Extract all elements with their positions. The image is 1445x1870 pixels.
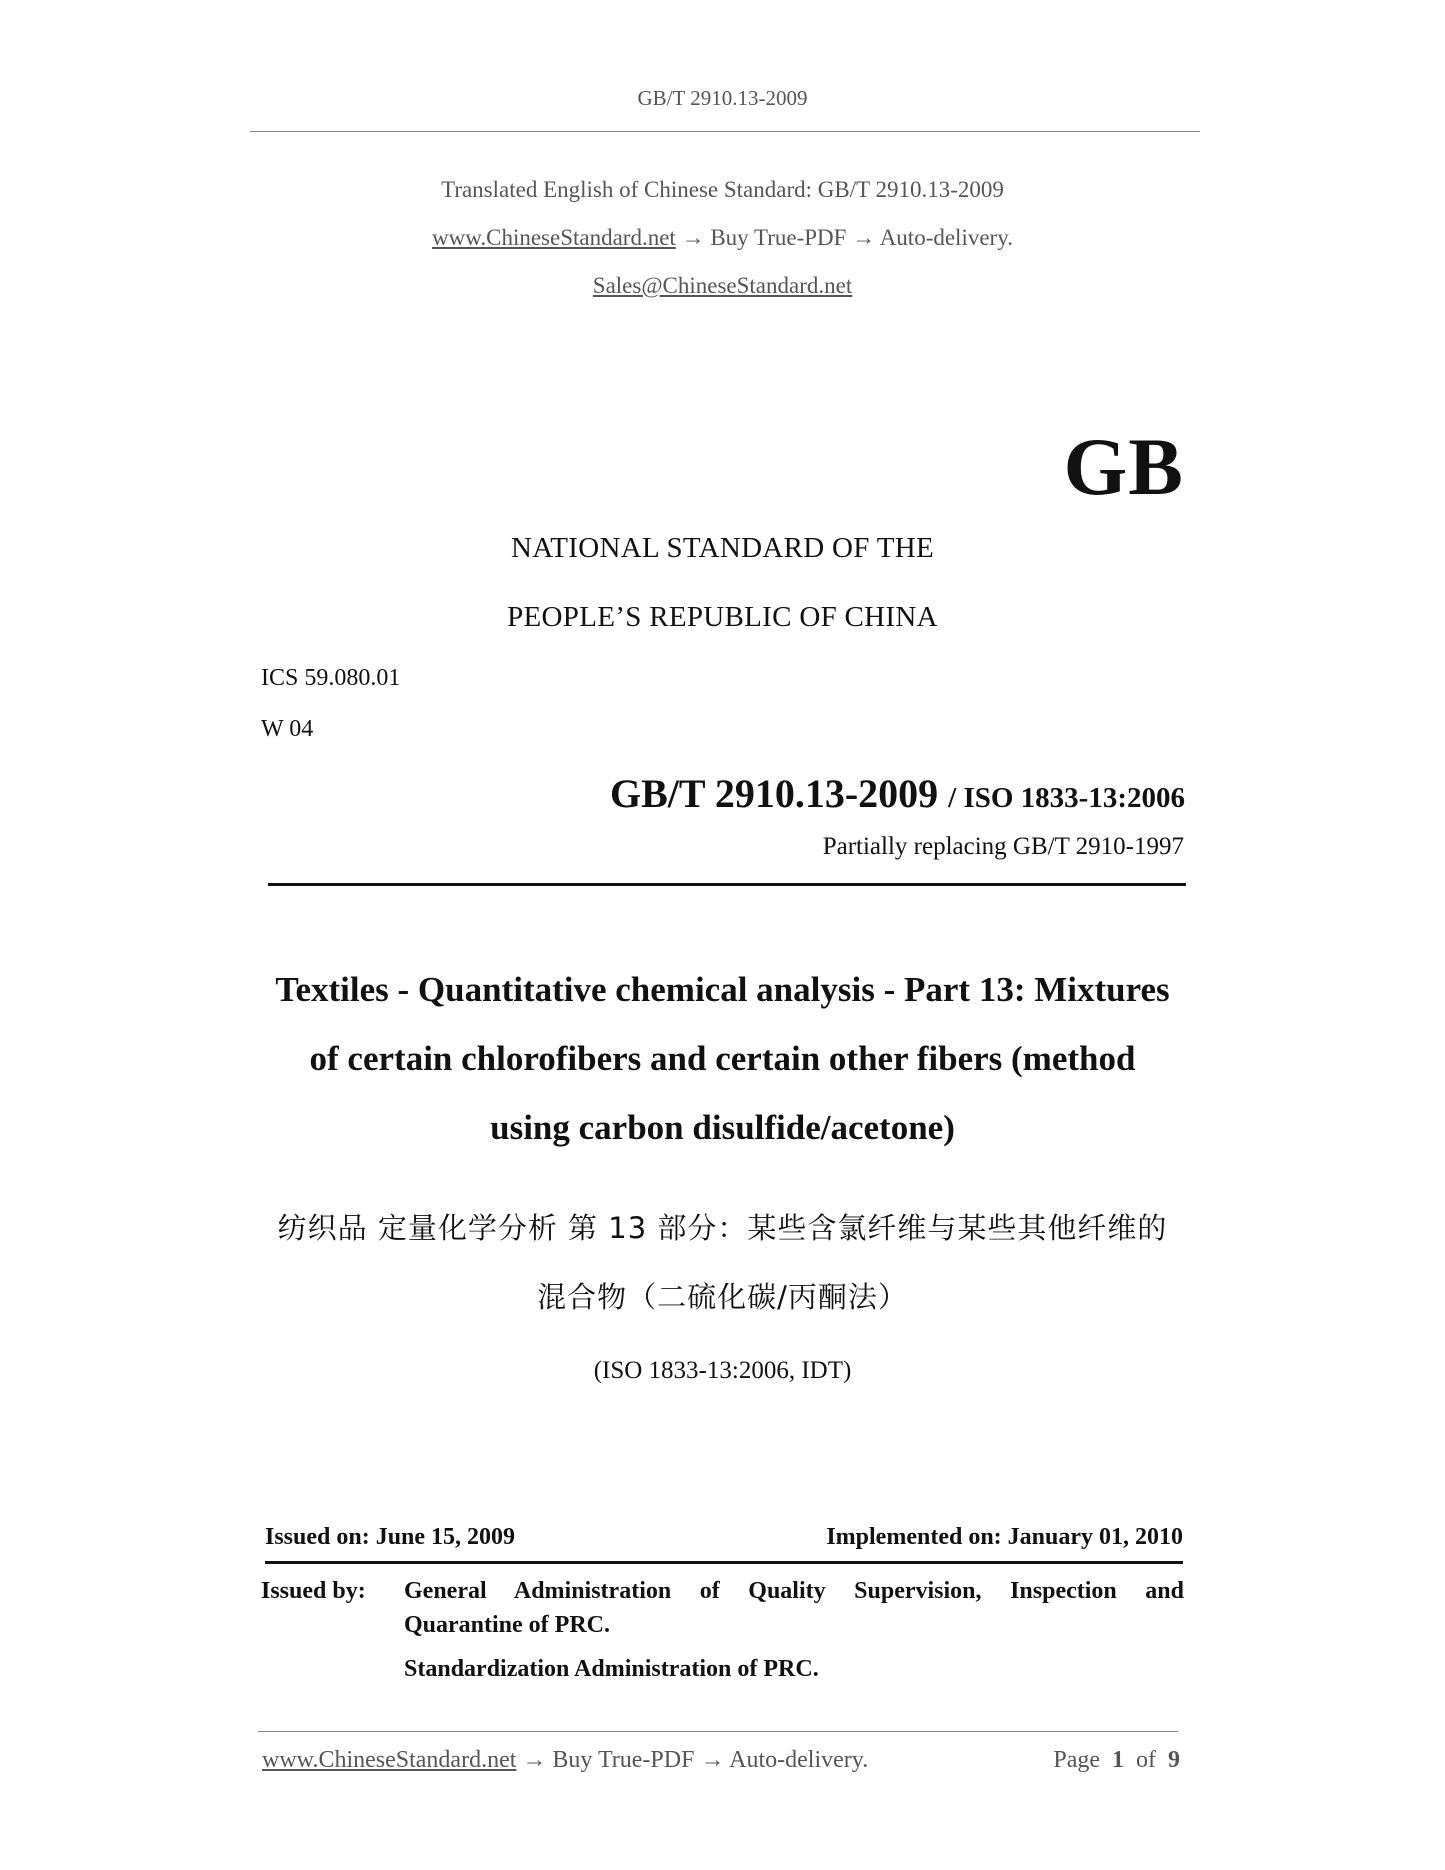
footer-delivery-text: Auto-delivery. xyxy=(729,1747,869,1773)
issuer-1-line1: General Administration of Quality Supervision, Inspection and xyxy=(404,1578,1184,1604)
page-indicator xyxy=(1053,1747,1180,1774)
delivery-text: Auto-delivery. xyxy=(879,225,1013,250)
running-header: GB/T 2910.13-2009 xyxy=(637,86,808,110)
footer-buy-text: Buy True-PDF xyxy=(552,1747,695,1773)
title-en-line2: of certain chlorofibers and certain other fibers (method xyxy=(309,1039,1136,1078)
iso-idt-note: (ISO 1833-13:2006, IDT) xyxy=(593,1357,852,1384)
iso-number: / ISO 1833-13:2006 xyxy=(948,782,1185,814)
gb-logo: GB xyxy=(1063,421,1184,512)
title-en-line3: using carbon disulfide/acetone) xyxy=(490,1108,955,1147)
title-en-line1: Textiles - Quantitative chemical analysis - Part 13: Mixtures xyxy=(275,970,1170,1009)
national-standard-line1: NATIONAL STANDARD OF THE xyxy=(511,532,934,564)
dates-divider xyxy=(265,1561,1183,1564)
arrow-right-icon: → xyxy=(681,225,705,250)
ics-code: ICS 59.080.01 xyxy=(261,665,401,691)
title-cn-line2: 混合物（二硫化碳/丙酮法） xyxy=(537,1280,908,1314)
arrow-right-icon: → xyxy=(700,1747,725,1773)
title-divider xyxy=(268,883,1186,886)
buy-text: Buy True-PDF xyxy=(710,225,847,250)
arrow-right-icon: → xyxy=(522,1747,547,1773)
title-cn-line1: 纺织品 定量化学分析 第 13 部分：某些含氯纤维与某些其他纤维的 xyxy=(277,1211,1168,1245)
site-link[interactable]: www.ChineseStandard.net xyxy=(432,225,676,250)
issuer-2: Standardization Administration of PRC. xyxy=(404,1656,819,1682)
purchase-line xyxy=(0,225,1445,251)
email-link[interactable]: Sales@ChineseStandard.net xyxy=(592,273,853,298)
page-label: Page xyxy=(1053,1747,1100,1773)
page-current: 1 xyxy=(1112,1747,1124,1773)
page-of: of xyxy=(1136,1747,1156,1773)
issued-on: Issued on: June 15, 2009 xyxy=(265,1524,516,1550)
email-line xyxy=(0,273,1445,299)
footer-purchase-line xyxy=(262,1747,868,1774)
implemented-on: Implemented on: January 01, 2010 xyxy=(826,1524,1183,1550)
header-divider xyxy=(250,131,1200,132)
replacing-note: Partially replacing GB/T 2910-1997 xyxy=(822,833,1184,860)
footer-site-link[interactable]: www.ChineseStandard.net xyxy=(262,1747,517,1773)
arrow-right-icon: → xyxy=(852,225,876,250)
gb-number: GB/T 2910.13-2009 xyxy=(609,771,939,816)
issued-by-label: Issued by: xyxy=(261,1578,366,1604)
national-standard-line2: PEOPLE’S REPUBLIC OF CHINA xyxy=(507,601,938,633)
footer-divider xyxy=(258,1731,1178,1732)
page-total: 9 xyxy=(1168,1747,1180,1773)
ccs-code: W 04 xyxy=(261,716,314,742)
standard-number xyxy=(610,770,1185,817)
translation-notice: Translated English of Chinese Standard: GB/T 2910.13-2009 xyxy=(441,177,1004,202)
issuer-1-line2: Quarantine of PRC. xyxy=(404,1612,610,1638)
